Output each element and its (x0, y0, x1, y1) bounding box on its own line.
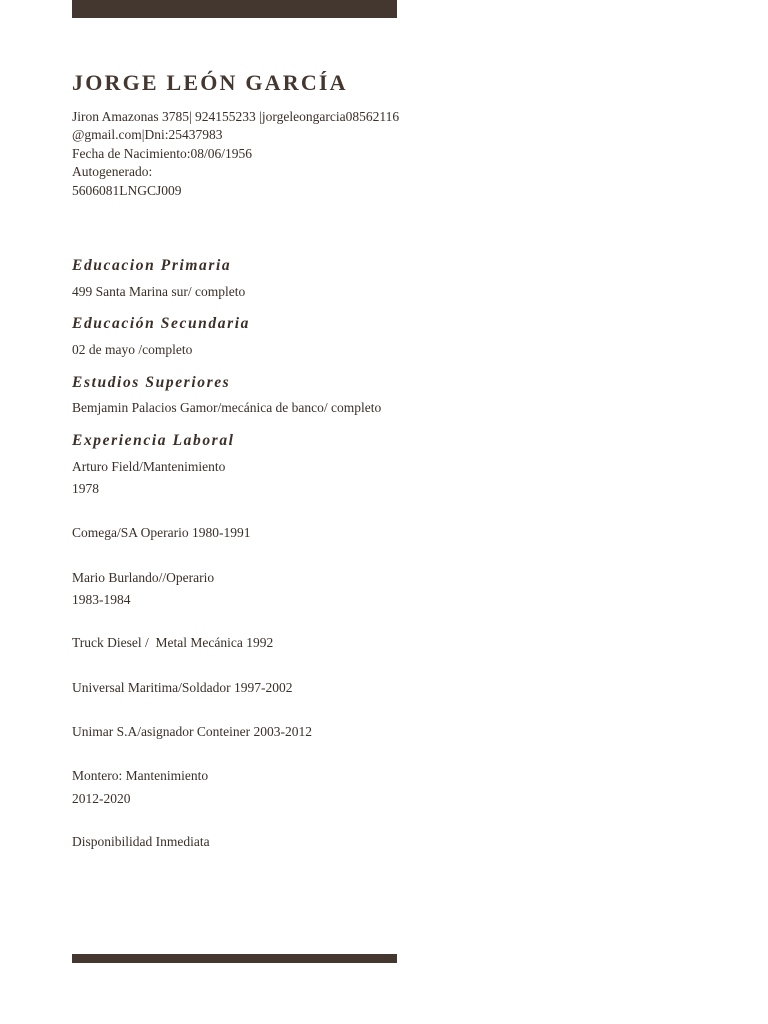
candidate-name: JORGE LEÓN GARCÍA (72, 70, 348, 95)
contact-line: @gmail.com|Dni:25437983 (72, 127, 223, 143)
autogenerado-label: Autogenerado: (72, 164, 153, 180)
experience-line: 1983-1984 (72, 592, 131, 607)
section-heading-secondary-education: Educación Secundaria (72, 315, 250, 332)
contact-block (72, 108, 432, 200)
experience-line: Mario Burlando//Operario (72, 570, 215, 585)
experience-line: 1978 (72, 481, 99, 496)
experience-line: Montero: Mantenimiento (72, 768, 209, 783)
secondary-education-text: 02 de mayo /completo (72, 342, 193, 357)
experience-line: Truck Diesel / Metal Mecánica 1992 (72, 635, 274, 650)
top-decorative-bar (72, 0, 397, 18)
section-heading-work-experience: Experiencia Laboral (72, 432, 235, 449)
experience-line: 2012-2020 (72, 791, 131, 806)
experience-line: Arturo Field/Mantenimiento (72, 459, 226, 474)
experience-line: Universal Maritima/Soldador 1997-2002 (72, 680, 293, 695)
autogenerado-code: 5606081LNGCJ009 (72, 182, 182, 198)
section-heading-higher-education: Estudios Superiores (72, 374, 231, 391)
bottom-decorative-bar (72, 954, 397, 963)
higher-education-text: Bemjamin Palacios Gamor/mecánica de banco/ completo (72, 400, 382, 415)
primary-education-text: 499 Santa Marina sur/ completo (72, 284, 246, 299)
experience-line: Comega/SA Operario 1980-1991 (72, 525, 251, 540)
experience-line: Unimar S.A/asignador Conteiner 2003-2012 (72, 724, 312, 739)
availability-line: Disponibilidad Inmediata (72, 834, 210, 849)
birth-date-line: Fecha de Nacimiento:08/06/1956 (72, 145, 252, 161)
contact-line: Jiron Amazonas 3785| 924155233 |jorgeleongarcia08562116 (72, 109, 400, 124)
section-heading-primary-education: Educacion Primaria (72, 257, 232, 274)
